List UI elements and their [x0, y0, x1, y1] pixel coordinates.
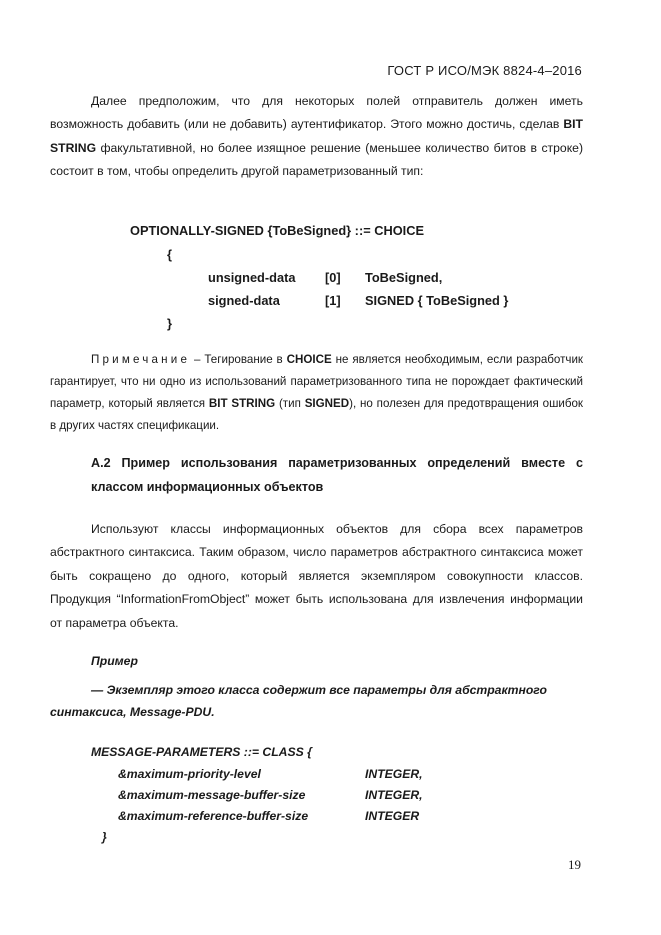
asn1-row1-tag: [0]	[325, 270, 341, 285]
text-run: не является необходимым, если разработчик гарантирует, что ни одно из использований параметризованного типа не порождает фактический параметр, который является	[50, 353, 583, 410]
text-run: Далее предположим, что для некоторых полей отправитель должен иметь возможность добавить (или не добавить) аутентификатор. Этого можно достичь, сделав	[50, 94, 583, 132]
document-header: ГОСТ Р ИСО/МЭК 8824-4–2016	[387, 63, 582, 78]
asn1-close-brace: }	[167, 316, 172, 331]
class-definition-line: MESSAGE-PARAMETERS ::= CLASS {	[91, 745, 312, 759]
text-run: (тип	[275, 397, 305, 410]
field-type: INTEGER,	[365, 788, 423, 802]
text-run: – Тегирование в	[190, 353, 287, 366]
field-name: &maximum-reference-buffer-size	[118, 809, 309, 823]
asn1-row1-name: unsigned-data	[208, 270, 296, 285]
text-run: ), но полезен для предотвращения ошибок в других частях спецификации.	[50, 397, 584, 432]
asn1-open-brace: {	[167, 247, 172, 262]
field-type: INTEGER	[365, 809, 420, 823]
paragraph-info-objects: Используют классы информационных объектов для сбора всех параметров абстрактного синтаксиса. Таким образом, число параметров абстрактного синтаксиса может быть сокращено до одного, который является экземпляром совокупности классов. Продукция “InformationFromObject” может быть использована для извлечения информации от параметра объекта.	[50, 522, 583, 630]
field-name: &maximum-priority-level	[118, 767, 261, 781]
example-comment-line1: — Экземпляр этого класса содержит все параметры для абстрактного	[91, 683, 547, 697]
page-number: 19	[568, 857, 581, 872]
asn1-definition-line: OPTIONALLY-SIGNED {ToBeSigned} ::= CHOICE	[130, 223, 425, 238]
note-paragraph	[50, 349, 583, 437]
keyword-bit-string: BIT STRING	[50, 117, 583, 155]
text-run: факультативной, но более изящное решение (меньшее количество битов в строке) состоит в том, чтобы определить другой параметризованный тип:	[50, 140, 583, 179]
asn1-row2-name: signed-data	[208, 293, 280, 308]
example-label: Пример	[91, 654, 138, 668]
keyword-bit-string: BIT STRING	[208, 397, 276, 410]
keyword-choice: CHOICE	[286, 353, 332, 366]
keyword-signed: SIGNED	[304, 397, 350, 410]
asn1-row2-type: SIGNED { ToBeSigned }	[365, 293, 509, 308]
section-heading: А.2 Пример использования параметризованных определений вместе с классом информационных объектов	[91, 456, 583, 494]
asn1-row2-tag: [1]	[325, 293, 341, 308]
class-close-brace: }	[102, 830, 107, 844]
example-comment-line2: синтаксиса, Message-PDU.	[50, 705, 215, 719]
paragraph-intro	[50, 90, 583, 184]
field-type: INTEGER,	[365, 767, 423, 781]
field-name: &maximum-message-buffer-size	[118, 788, 306, 802]
asn1-row1-type: ToBeSigned,	[365, 270, 443, 285]
note-label: Примечание	[91, 353, 191, 366]
